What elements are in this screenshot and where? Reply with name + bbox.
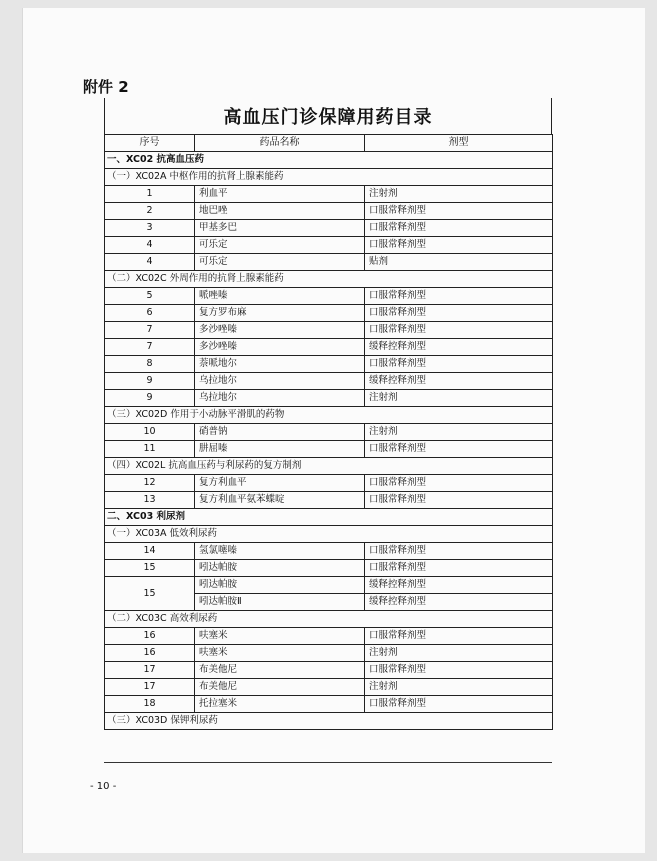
table-row [105, 560, 553, 577]
cell-dosage-form: 口服常释剂型 [365, 696, 553, 713]
cell-drug-name: 萘哌地尔 [195, 356, 365, 373]
cell-dosage-form: 缓释控释剂型 [365, 339, 553, 356]
subsection-heading-row [105, 526, 553, 543]
cell-number: 13 [105, 492, 195, 509]
cell-drug-name: 复方利血平氨苯蝶啶 [195, 492, 365, 509]
table-row [105, 305, 553, 322]
cell-number: 11 [105, 441, 195, 458]
table-row [105, 373, 553, 390]
cell-number: 15 [105, 577, 195, 611]
cell-number: 7 [105, 322, 195, 339]
cell-dosage-form: 口服常释剂型 [365, 220, 553, 237]
table-row [105, 356, 553, 373]
section-heading: 一、XC02 抗高血压药 [105, 152, 553, 169]
cell-drug-name: 利血平 [195, 186, 365, 203]
table-row [105, 288, 553, 305]
section-heading-row [105, 152, 553, 169]
section-heading-row [105, 509, 553, 526]
cell-dosage-form: 缓释控释剂型 [365, 577, 553, 594]
table-row [105, 237, 553, 254]
cell-drug-name: 复方利血平 [195, 475, 365, 492]
cell-drug-name: 多沙唑嗪 [195, 339, 365, 356]
cell-number: 8 [105, 356, 195, 373]
cell-dosage-form: 缓释控释剂型 [365, 594, 553, 611]
subsection-heading-row [105, 611, 553, 628]
catalog-title: 高血压门诊保障用药目录 [104, 98, 552, 134]
cell-number: 9 [105, 390, 195, 407]
table-row [105, 696, 553, 713]
table-row [105, 628, 553, 645]
catalog-body [105, 152, 553, 730]
cell-dosage-form: 口服常释剂型 [365, 662, 553, 679]
cell-dosage-form: 注射剂 [365, 679, 553, 696]
cell-drug-name: 甲基多巴 [195, 220, 365, 237]
cell-dosage-form: 口服常释剂型 [365, 288, 553, 305]
cell-number: 2 [105, 203, 195, 220]
cell-dosage-form: 口服常释剂型 [365, 305, 553, 322]
cell-number: 15 [105, 560, 195, 577]
table-row [105, 203, 553, 220]
table-row [105, 492, 553, 509]
cell-dosage-form: 口服常释剂型 [365, 203, 553, 220]
table-row [105, 424, 553, 441]
subsection-heading-row [105, 169, 553, 186]
cell-dosage-form: 注射剂 [365, 390, 553, 407]
cell-dosage-form: 口服常释剂型 [365, 560, 553, 577]
cell-dosage-form: 口服常释剂型 [365, 628, 553, 645]
cell-number: 1 [105, 186, 195, 203]
column-header-drug-name: 药品名称 [195, 135, 365, 152]
cell-drug-name: 乌拉地尔 [195, 373, 365, 390]
cell-dosage-form: 贴剂 [365, 254, 553, 271]
cell-dosage-form: 注射剂 [365, 645, 553, 662]
table-row [105, 390, 553, 407]
cell-number: 5 [105, 288, 195, 305]
cell-drug-name: 哌唑嗪 [195, 288, 365, 305]
table-row [105, 339, 553, 356]
cell-number: 14 [105, 543, 195, 560]
drug-catalog-table [104, 134, 553, 730]
table-row [105, 577, 553, 594]
subsection-heading: （一）XC03A 低效利尿药 [105, 526, 553, 543]
cell-drug-name: 托拉塞米 [195, 696, 365, 713]
cell-dosage-form: 注射剂 [365, 424, 553, 441]
table-row [105, 645, 553, 662]
table-row [105, 662, 553, 679]
table-row [105, 543, 553, 560]
cell-drug-name: 呋塞米 [195, 628, 365, 645]
cell-dosage-form: 口服常释剂型 [365, 356, 553, 373]
cell-number: 7 [105, 339, 195, 356]
cell-number: 16 [105, 628, 195, 645]
cell-number: 4 [105, 254, 195, 271]
cell-number: 4 [105, 237, 195, 254]
cell-dosage-form: 口服常释剂型 [365, 237, 553, 254]
cell-dosage-form: 注射剂 [365, 186, 553, 203]
column-header-number: 序号 [105, 135, 195, 152]
cell-drug-name: 肼屈嗪 [195, 441, 365, 458]
subsection-heading: （三）XC03D 保钾利尿药 [105, 713, 553, 730]
table-row [105, 186, 553, 203]
cell-drug-name: 布美他尼 [195, 679, 365, 696]
subsection-heading: （二）XC02C 外周作用的抗肾上腺素能药 [105, 271, 553, 288]
cell-dosage-form: 缓释控释剂型 [365, 373, 553, 390]
subsection-heading-row [105, 271, 553, 288]
table-header-row [105, 135, 553, 152]
cell-drug-name: 呋塞米 [195, 645, 365, 662]
subsection-heading-row [105, 458, 553, 475]
cell-drug-name: 多沙唑嗪 [195, 322, 365, 339]
cell-drug-name: 吲达帕胺Ⅱ [195, 594, 365, 611]
subsection-heading: （三）XC02D 作用于小动脉平滑肌的药物 [105, 407, 553, 424]
table-row [105, 254, 553, 271]
cell-number: 9 [105, 373, 195, 390]
cell-number: 6 [105, 305, 195, 322]
cell-number: 10 [105, 424, 195, 441]
cell-number: 17 [105, 662, 195, 679]
cell-drug-name: 氢氯噻嗪 [195, 543, 365, 560]
subsection-heading: （一）XC02A 中枢作用的抗肾上腺素能药 [105, 169, 553, 186]
cell-number: 18 [105, 696, 195, 713]
table-row [105, 322, 553, 339]
section-heading: 二、XC03 利尿剂 [105, 509, 553, 526]
column-header-dosage-form: 剂型 [365, 135, 553, 152]
cell-dosage-form: 口服常释剂型 [365, 322, 553, 339]
cell-dosage-form: 口服常释剂型 [365, 543, 553, 560]
subsection-heading-row [105, 713, 553, 730]
cell-drug-name: 吲达帕胺 [195, 560, 365, 577]
cell-number: 16 [105, 645, 195, 662]
table-row [105, 441, 553, 458]
table-row [105, 220, 553, 237]
cell-drug-name: 可乐定 [195, 237, 365, 254]
cell-dosage-form: 口服常释剂型 [365, 441, 553, 458]
attachment-label: 附件 2 [83, 78, 129, 96]
cell-drug-name: 硝普钠 [195, 424, 365, 441]
cell-drug-name: 复方罗布麻 [195, 305, 365, 322]
table-row [105, 475, 553, 492]
page-number: - 10 - [90, 781, 117, 792]
cell-dosage-form: 口服常释剂型 [365, 492, 553, 509]
subsection-heading: （二）XC03C 高效利尿药 [105, 611, 553, 628]
cell-drug-name: 吲达帕胺 [195, 577, 365, 594]
cell-number: 17 [105, 679, 195, 696]
subsection-heading-row [105, 407, 553, 424]
table-row [105, 679, 553, 696]
cell-dosage-form: 口服常释剂型 [365, 475, 553, 492]
cell-number: 3 [105, 220, 195, 237]
subsection-heading: （四）XC02L 抗高血压药与利尿药的复方制剂 [105, 458, 553, 475]
cell-drug-name: 布美他尼 [195, 662, 365, 679]
table-bottom-rule [104, 762, 552, 763]
cell-drug-name: 乌拉地尔 [195, 390, 365, 407]
cell-drug-name: 地巴唑 [195, 203, 365, 220]
cell-number: 12 [105, 475, 195, 492]
cell-drug-name: 可乐定 [195, 254, 365, 271]
